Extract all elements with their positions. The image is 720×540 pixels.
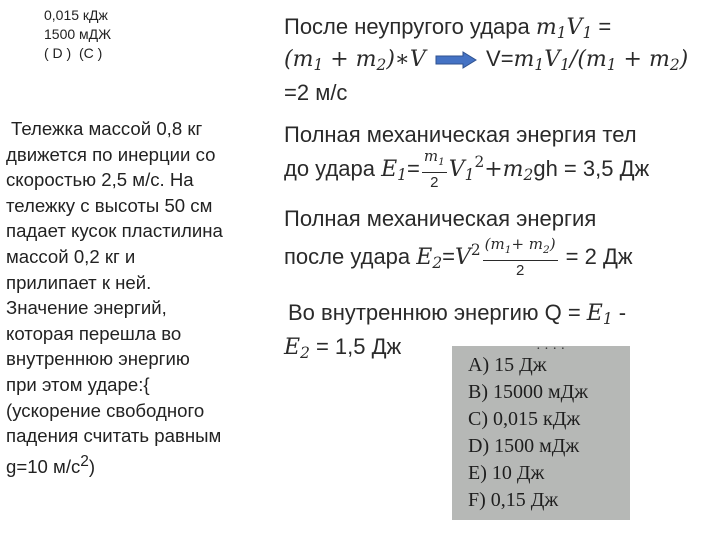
cropped-text: · · · ·	[536, 346, 566, 357]
solution-line-8: Во внутреннюю энергию $Q = E_1$ -	[288, 300, 627, 328]
answer-option: E) 10 Дж	[468, 462, 545, 484]
solution-result: = 3,5 Дж	[563, 155, 650, 181]
denominator: 2	[430, 174, 439, 191]
answer-option: D) 1500 мДж	[468, 435, 580, 457]
energy-symbol: $E_1$	[586, 301, 613, 328]
problem-line-text: g=10 м/с	[6, 455, 81, 477]
problem-line: скоростью 2,5 м/с. На	[6, 169, 194, 191]
problem-line: падает кусок пластилина	[6, 220, 223, 242]
problem-line: которая перешла во	[6, 322, 182, 344]
answer-option: C) 0,015 кДж	[468, 408, 581, 430]
answer-options-photo	[452, 346, 630, 520]
solution-text: После неупругого удара	[284, 14, 536, 39]
problem-line: Тележка массой 0,8 кг	[11, 118, 203, 139]
answer-list	[468, 352, 588, 514]
solution-text: Во внутреннюю энергию Q =	[288, 300, 587, 325]
problem-line: (ускорение свободного	[6, 399, 205, 421]
solution-text: V=	[486, 46, 514, 71]
problem-line: Значение энергий,	[6, 297, 167, 319]
problem-line: массой 0,2 кг и	[6, 245, 136, 267]
velocity-formula: $m_1V_1/(m_1 + m_2)$	[513, 47, 689, 74]
energy-formula: $V_1^2+m_2$	[448, 152, 534, 184]
solution-line-2	[284, 46, 688, 78]
note-line: ( D ) (C )	[44, 45, 103, 61]
numerator: $m_1$	[422, 148, 447, 173]
numerator: $(m_1+ m_2)$	[483, 236, 558, 261]
solution-line-4: Полная механическая энергия тел	[284, 122, 637, 147]
solution-result: = 2 Дж	[565, 243, 633, 269]
right-arrow-icon	[435, 51, 477, 69]
note-line: 1500 мДЖ	[44, 26, 112, 42]
problem-line: прилипает к ней.	[6, 271, 152, 293]
problem-line: падения считать равным	[6, 425, 222, 447]
closing-paren: )	[88, 455, 96, 477]
problem-line: при этом ударе:{	[6, 373, 150, 395]
energy-symbol: $E_1$	[381, 156, 407, 184]
note-line: 0,015 кДж	[44, 7, 108, 23]
problem-line: движется по инерции со	[6, 143, 216, 165]
momentum-after: ($m_1$ + $m_2)∗V$	[284, 47, 426, 74]
solution-text: до удара	[284, 155, 382, 181]
energy-symbol: $E_2$	[416, 244, 443, 272]
answer-option: B) 15000 мДж	[468, 381, 589, 403]
exponent: 2	[80, 452, 89, 470]
answer-option: A) 15 Дж	[468, 354, 547, 376]
denominator: 2	[515, 262, 525, 279]
problem-statement	[6, 116, 270, 480]
momentum-before: $m_1V_1$	[535, 15, 593, 42]
solution-line-7: после удара $E_2=V^2$ $\frac{(m_1+ m_2)}{2}$ = 2 Дж	[284, 235, 633, 279]
problem-line: внутреннюю энергию	[6, 348, 190, 370]
solution-line-9	[284, 334, 401, 366]
solution-line-6: Полная механическая энергия	[284, 206, 597, 231]
problem-line-last	[6, 449, 270, 480]
solution-line-1: После неупругого удара $m_1V_1$ =	[284, 14, 612, 42]
energy-symbol: $E_2$	[284, 335, 310, 362]
solution-text: после удара	[284, 243, 417, 269]
problem-line: тележку с высоты 50 см	[6, 194, 213, 216]
fraction	[422, 148, 447, 192]
velocity-squared: $V^2$	[454, 240, 481, 270]
answer-option: F) 0,15 Дж	[468, 489, 559, 511]
solution-line-5: до удара $E_1=$ $\frac{m_1}{2}$ $V_1^2+m_2gh = 3,5$ Дж	[284, 147, 650, 191]
fraction	[483, 236, 558, 280]
handwritten-notes	[44, 6, 111, 63]
solution-result: = 1,5 Дж	[309, 334, 402, 359]
solution-line-3: =2 м/с	[284, 80, 348, 105]
